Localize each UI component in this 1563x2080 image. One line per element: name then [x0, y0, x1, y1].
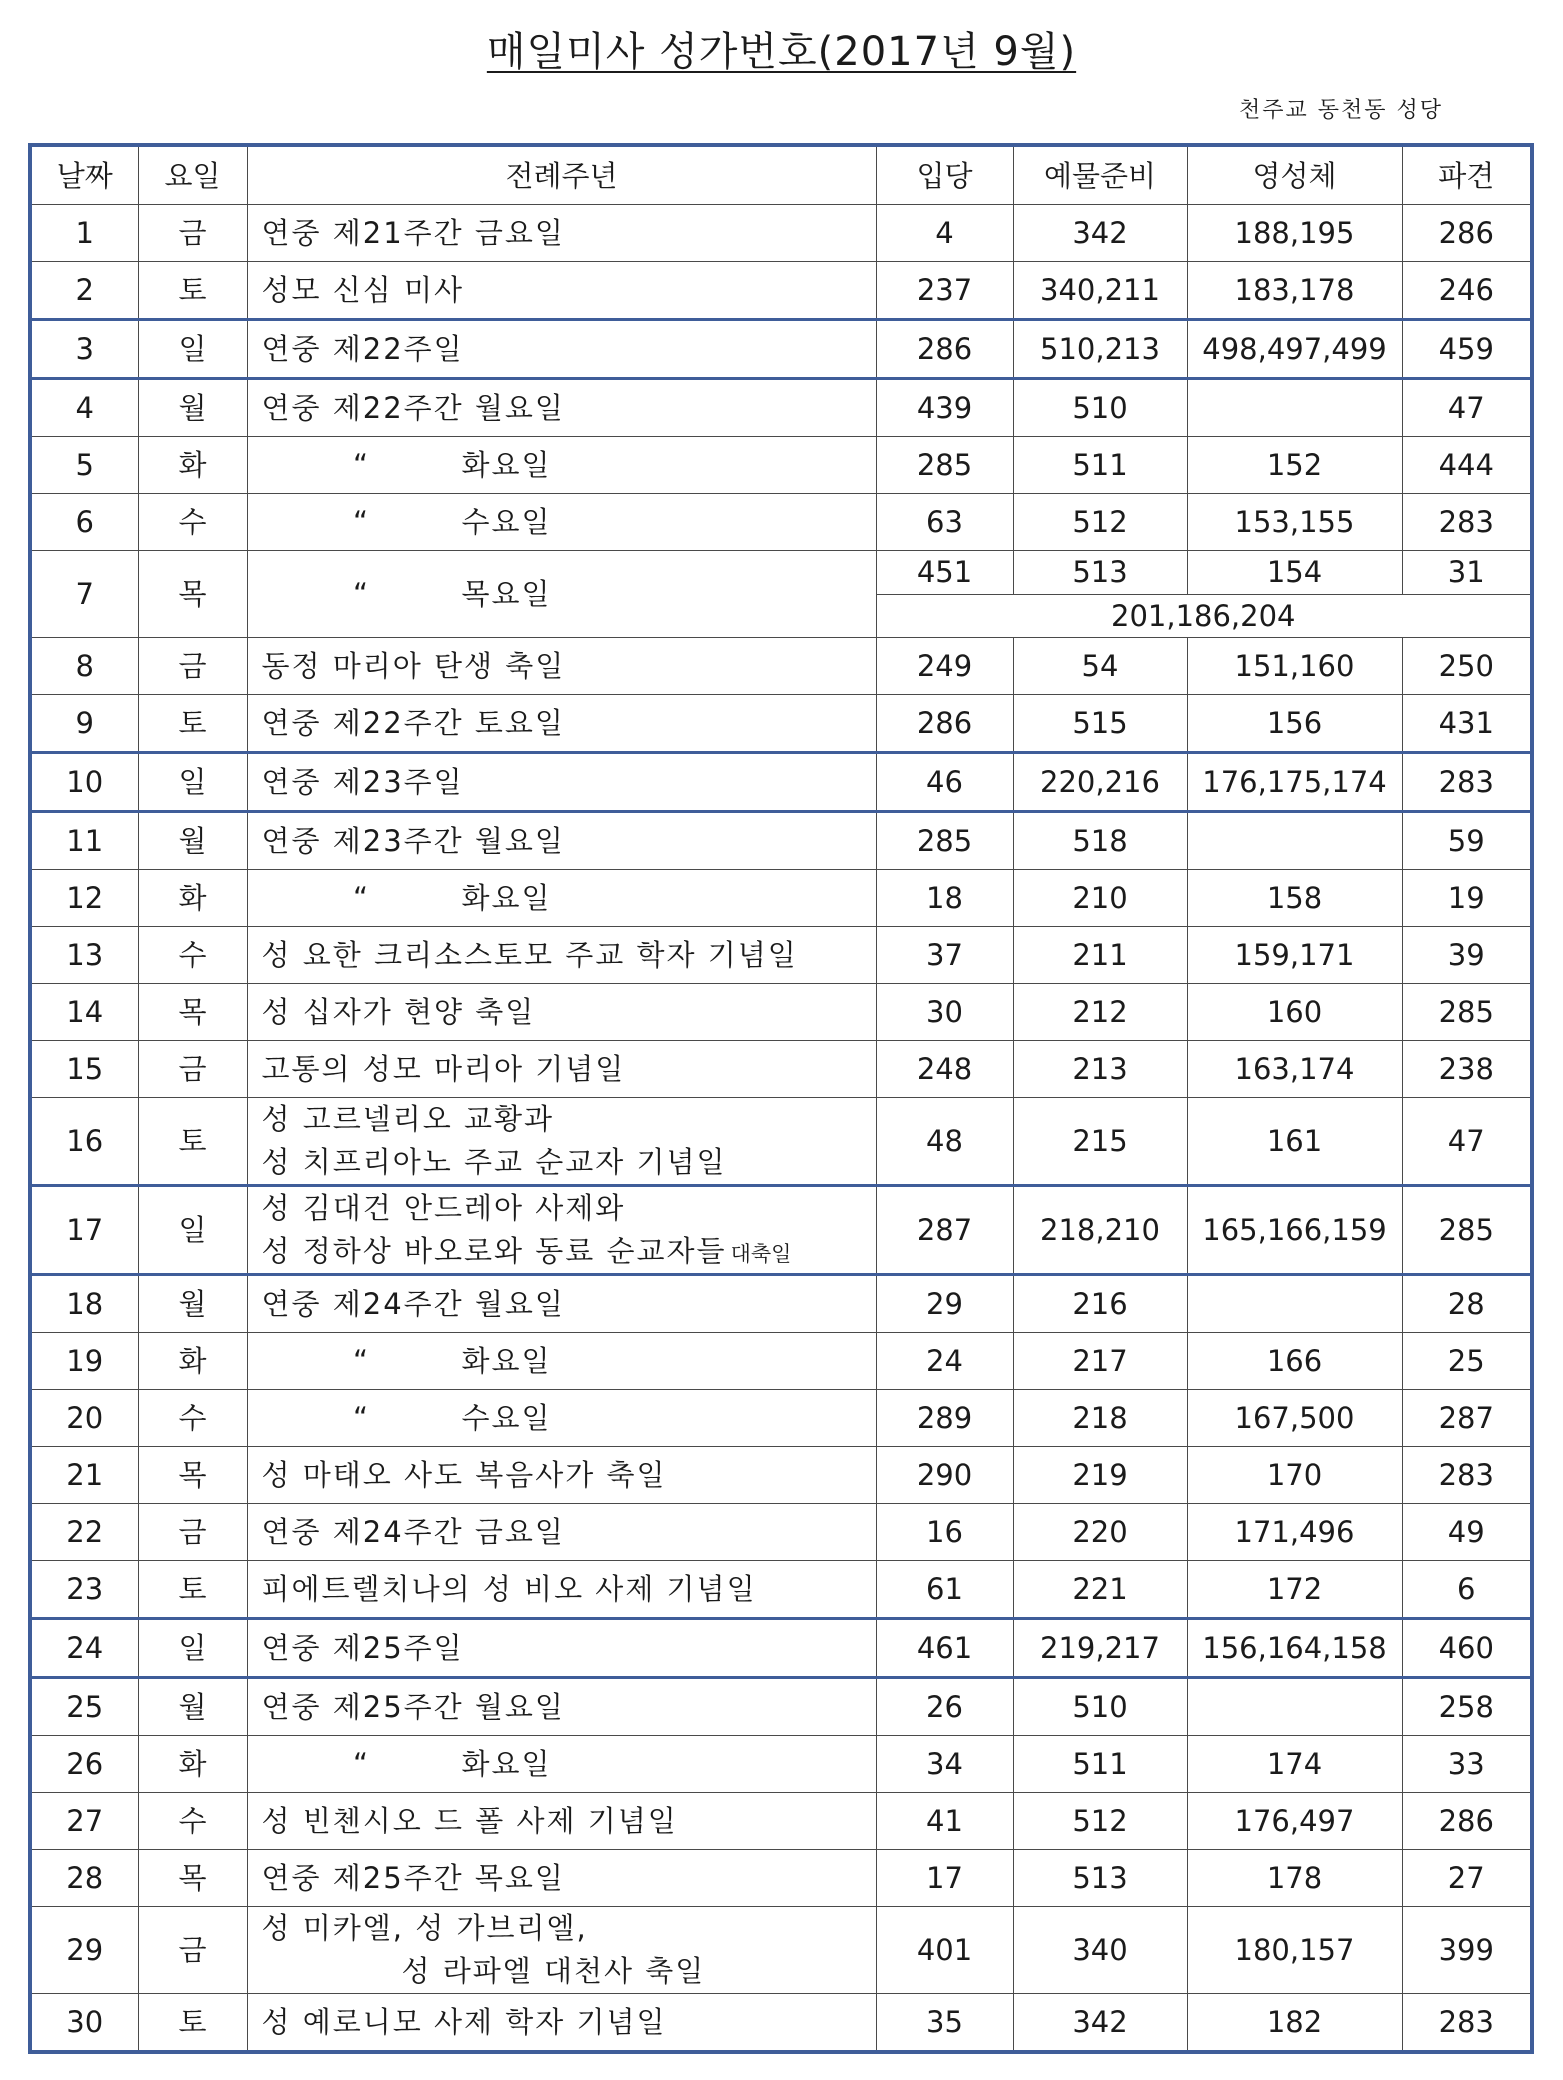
table-row	[30, 1275, 1532, 1333]
cell-entrance: 34	[876, 1736, 1013, 1793]
cell-liturgy	[247, 1333, 876, 1390]
table-row	[30, 1504, 1532, 1561]
cell-communion: 167,500	[1187, 1390, 1402, 1447]
cell-day: 토	[138, 1561, 247, 1619]
cell-liturgy: 성 마태오 사도 복음사가 축일	[247, 1447, 876, 1504]
cell-communion	[1187, 379, 1402, 437]
cell-entrance: 248	[876, 1041, 1013, 1098]
cell-entrance: 30	[876, 984, 1013, 1041]
cell-day: 화	[138, 1333, 247, 1390]
cell-date: 18	[30, 1275, 138, 1333]
cell-sending: 399	[1402, 1907, 1532, 1994]
liturgy-line-2-text: 성 정하상 바오로와 동료 순교자들	[261, 1234, 727, 1268]
cell-liturgy	[247, 1736, 876, 1793]
table-row	[30, 1098, 1532, 1186]
table-row	[30, 695, 1532, 753]
cell-sending: 59	[1402, 812, 1532, 870]
cell-date: 13	[30, 927, 138, 984]
cell-sending: 258	[1402, 1678, 1532, 1736]
cell-day: 목	[138, 1447, 247, 1504]
cell-communion: 176,497	[1187, 1793, 1402, 1850]
cell-offertory: 215	[1013, 1098, 1187, 1186]
cell-entrance: 48	[876, 1098, 1013, 1186]
cell-communion: 156,164,158	[1187, 1619, 1402, 1678]
cell-date: 6	[30, 494, 138, 551]
cell-communion	[1187, 1678, 1402, 1736]
liturgy-line-1: 성 고르넬리오 교황과	[261, 1102, 555, 1136]
cell-day: 목	[138, 984, 247, 1041]
cell-sending: 287	[1402, 1390, 1532, 1447]
cell-entrance: 63	[876, 494, 1013, 551]
cell-liturgy	[247, 551, 876, 638]
cell-offertory: 217	[1013, 1333, 1187, 1390]
table-row	[30, 812, 1532, 870]
table-row	[30, 262, 1532, 320]
table-row	[30, 437, 1532, 494]
table-row	[30, 379, 1532, 437]
cell-offertory: 54	[1013, 638, 1187, 695]
cell-entrance: 37	[876, 927, 1013, 984]
cell-entrance: 16	[876, 1504, 1013, 1561]
cell-day: 수	[138, 927, 247, 984]
cell-entrance: 26	[876, 1678, 1013, 1736]
table-row	[30, 1333, 1532, 1390]
cell-day: 목	[138, 1850, 247, 1907]
cell-date: 22	[30, 1504, 138, 1561]
cell-communion: 163,174	[1187, 1041, 1402, 1098]
cell-sending: 47	[1402, 379, 1532, 437]
cell-communion: 182	[1187, 1994, 1402, 2053]
parish-name: 천주교 동천동 성당	[1238, 98, 1443, 123]
cell-sending: 444	[1402, 437, 1532, 494]
cell-sending: 27	[1402, 1850, 1532, 1907]
cell-liturgy: 동정 마리아 탄생 축일	[247, 638, 876, 695]
cell-date: 1	[30, 205, 138, 262]
cell-entrance: 237	[876, 262, 1013, 320]
cell-date: 28	[30, 1850, 138, 1907]
cell-date: 4	[30, 379, 138, 437]
cell-liturgy: 연중 제23주간 월요일	[247, 812, 876, 870]
table-row	[30, 551, 1532, 595]
cell-day: 목	[138, 551, 247, 638]
cell-day: 화	[138, 870, 247, 927]
liturgy-line-2: 성 라파엘 대천사 축일	[401, 1954, 706, 1988]
ditto-mark: “	[352, 577, 371, 611]
cell-offertory: 213	[1013, 1041, 1187, 1098]
cell-entrance: 285	[876, 437, 1013, 494]
cell-offertory: 340,211	[1013, 262, 1187, 320]
cell-entrance: 290	[876, 1447, 1013, 1504]
ditto-mark: “	[352, 1344, 371, 1378]
cell-date: 27	[30, 1793, 138, 1850]
cell-liturgy	[247, 870, 876, 927]
cell-communion	[1187, 1275, 1402, 1333]
table-row	[30, 1678, 1532, 1736]
col-header-day: 요일	[138, 145, 247, 205]
cell-liturgy: 연중 제24주간 금요일	[247, 1504, 876, 1561]
rank-label: 대축일	[730, 1242, 792, 1266]
cell-offertory: 511	[1013, 437, 1187, 494]
cell-sending: 286	[1402, 1793, 1532, 1850]
cell-sending: 285	[1402, 1186, 1532, 1275]
cell-communion: 156	[1187, 695, 1402, 753]
liturgy-line-1: 성 김대건 안드레아 사제와	[261, 1191, 626, 1225]
cell-liturgy	[247, 1390, 876, 1447]
table-row	[30, 1793, 1532, 1850]
cell-sending: 286	[1402, 205, 1532, 262]
cell-liturgy	[247, 494, 876, 551]
cell-date: 14	[30, 984, 138, 1041]
table-row	[30, 638, 1532, 695]
cell-sending: 250	[1402, 638, 1532, 695]
liturgy-text: 수요일	[461, 505, 552, 539]
cell-offertory: 342	[1013, 1994, 1187, 2053]
cell-communion	[1187, 812, 1402, 870]
cell-offertory: 511	[1013, 1736, 1187, 1793]
cell-offertory: 219,217	[1013, 1619, 1187, 1678]
cell-sending: 283	[1402, 1447, 1532, 1504]
cell-liturgy: 연중 제25주간 월요일	[247, 1678, 876, 1736]
cell-entrance: 461	[876, 1619, 1013, 1678]
cell-day: 토	[138, 262, 247, 320]
col-header-sending: 파견	[1402, 145, 1532, 205]
cell-communion: 178	[1187, 1850, 1402, 1907]
cell-offertory: 218,210	[1013, 1186, 1187, 1275]
cell-offertory: 510	[1013, 379, 1187, 437]
cell-entrance: 24	[876, 1333, 1013, 1390]
ditto-mark: “	[352, 881, 371, 915]
cell-offertory: 221	[1013, 1561, 1187, 1619]
table-row-sunday	[30, 1619, 1532, 1678]
cell-date: 16	[30, 1098, 138, 1186]
cell-offertory: 219	[1013, 1447, 1187, 1504]
cell-liturgy: 성모 신심 미사	[247, 262, 876, 320]
cell-liturgy: 연중 제25주간 목요일	[247, 1850, 876, 1907]
table-row-sunday	[30, 320, 1532, 379]
table-row	[30, 1447, 1532, 1504]
cell-offertory: 216	[1013, 1275, 1187, 1333]
cell-offertory: 210	[1013, 870, 1187, 927]
cell-liturgy: 피에트렐치나의 성 비오 사제 기념일	[247, 1561, 876, 1619]
hymn-table	[28, 143, 1534, 2054]
cell-liturgy: 연중 제22주간 토요일	[247, 695, 876, 753]
table-row	[30, 205, 1532, 262]
cell-communion: 176,175,174	[1187, 753, 1402, 812]
cell-offertory: 515	[1013, 695, 1187, 753]
cell-day: 일	[138, 753, 247, 812]
cell-extra-hymns: 201,186,204	[876, 594, 1532, 638]
cell-date: 11	[30, 812, 138, 870]
cell-sending: 31	[1402, 551, 1532, 595]
cell-communion: 158	[1187, 870, 1402, 927]
col-header-offertory: 예물준비	[1013, 145, 1187, 205]
cell-sending: 6	[1402, 1561, 1532, 1619]
cell-entrance: 46	[876, 753, 1013, 812]
cell-communion: 180,157	[1187, 1907, 1402, 1994]
cell-entrance: 286	[876, 695, 1013, 753]
cell-offertory: 510,213	[1013, 320, 1187, 379]
ditto-mark: “	[352, 448, 371, 482]
cell-communion: 183,178	[1187, 262, 1402, 320]
liturgy-text: 목요일	[461, 577, 552, 611]
cell-date: 3	[30, 320, 138, 379]
cell-date: 21	[30, 1447, 138, 1504]
cell-offertory: 518	[1013, 812, 1187, 870]
cell-offertory: 211	[1013, 927, 1187, 984]
liturgy-text: 화요일	[461, 881, 552, 915]
cell-liturgy: 연중 제25주일	[247, 1619, 876, 1678]
liturgy-text: 화요일	[461, 1344, 552, 1378]
cell-day: 금	[138, 1907, 247, 1994]
cell-date: 9	[30, 695, 138, 753]
cell-offertory: 212	[1013, 984, 1187, 1041]
cell-offertory: 342	[1013, 205, 1187, 262]
cell-liturgy	[247, 1186, 876, 1275]
cell-offertory: 510	[1013, 1678, 1187, 1736]
cell-offertory: 512	[1013, 1793, 1187, 1850]
cell-date: 5	[30, 437, 138, 494]
cell-date: 24	[30, 1619, 138, 1678]
liturgy-text: 화요일	[461, 1747, 552, 1781]
cell-day: 일	[138, 320, 247, 379]
cell-sending: 460	[1402, 1619, 1532, 1678]
table-row	[30, 1561, 1532, 1619]
cell-entrance: 287	[876, 1186, 1013, 1275]
cell-sending: 283	[1402, 494, 1532, 551]
cell-sending: 283	[1402, 1994, 1532, 2053]
liturgy-line-2: 성 치프리아노 주교 순교자 기념일	[261, 1145, 727, 1179]
cell-day: 월	[138, 812, 247, 870]
cell-date: 29	[30, 1907, 138, 1994]
cell-date: 10	[30, 753, 138, 812]
table-row	[30, 927, 1532, 984]
cell-entrance: 18	[876, 870, 1013, 927]
table-row	[30, 1994, 1532, 2053]
cell-date: 26	[30, 1736, 138, 1793]
cell-date: 19	[30, 1333, 138, 1390]
cell-offertory: 513	[1013, 551, 1187, 595]
cell-communion: 160	[1187, 984, 1402, 1041]
cell-sending: 49	[1402, 1504, 1532, 1561]
cell-communion: 171,496	[1187, 1504, 1402, 1561]
cell-sending: 25	[1402, 1333, 1532, 1390]
cell-communion: 165,166,159	[1187, 1186, 1402, 1275]
cell-day: 일	[138, 1619, 247, 1678]
header-row	[30, 145, 1532, 205]
cell-date: 12	[30, 870, 138, 927]
cell-communion: 188,195	[1187, 205, 1402, 262]
ditto-mark: “	[352, 1747, 371, 1781]
cell-date: 17	[30, 1186, 138, 1275]
cell-sending: 19	[1402, 870, 1532, 927]
cell-offertory: 513	[1013, 1850, 1187, 1907]
cell-liturgy	[247, 1098, 876, 1186]
cell-entrance: 35	[876, 1994, 1013, 2053]
table-row	[30, 1041, 1532, 1098]
page-title	[0, 22, 1563, 82]
table-row	[30, 984, 1532, 1041]
col-header-date: 날짜	[30, 145, 138, 205]
cell-day: 일	[138, 1186, 247, 1275]
cell-liturgy: 연중 제21주간 금요일	[247, 205, 876, 262]
cell-entrance: 249	[876, 638, 1013, 695]
cell-date: 7	[30, 551, 138, 638]
cell-liturgy: 연중 제22주간 월요일	[247, 379, 876, 437]
cell-liturgy: 연중 제23주일	[247, 753, 876, 812]
col-header-liturgy: 전례주년	[247, 145, 876, 205]
cell-date: 2	[30, 262, 138, 320]
cell-liturgy: 성 십자가 현양 축일	[247, 984, 876, 1041]
cell-sending: 39	[1402, 927, 1532, 984]
cell-date: 30	[30, 1994, 138, 2053]
table-row-sunday	[30, 1186, 1532, 1275]
cell-communion: 154	[1187, 551, 1402, 595]
cell-day: 화	[138, 437, 247, 494]
cell-day: 수	[138, 494, 247, 551]
cell-liturgy: 연중 제24주간 월요일	[247, 1275, 876, 1333]
cell-communion: 498,497,499	[1187, 320, 1402, 379]
cell-communion: 172	[1187, 1561, 1402, 1619]
cell-day: 월	[138, 379, 247, 437]
cell-communion: 152	[1187, 437, 1402, 494]
cell-offertory: 512	[1013, 494, 1187, 551]
ditto-mark: “	[352, 505, 371, 539]
cell-entrance: 451	[876, 551, 1013, 595]
table-row	[30, 1390, 1532, 1447]
cell-communion: 153,155	[1187, 494, 1402, 551]
table-row	[30, 494, 1532, 551]
cell-entrance: 41	[876, 1793, 1013, 1850]
cell-day: 수	[138, 1390, 247, 1447]
cell-day: 금	[138, 1504, 247, 1561]
liturgy-text: 수요일	[461, 1401, 552, 1435]
cell-day: 금	[138, 205, 247, 262]
cell-entrance: 285	[876, 812, 1013, 870]
cell-entrance: 4	[876, 205, 1013, 262]
cell-offertory: 218	[1013, 1390, 1187, 1447]
cell-entrance: 29	[876, 1275, 1013, 1333]
cell-day: 토	[138, 1994, 247, 2053]
cell-communion: 174	[1187, 1736, 1402, 1793]
cell-day: 토	[138, 1098, 247, 1186]
table-row	[30, 1907, 1532, 1994]
cell-sending: 33	[1402, 1736, 1532, 1793]
cell-offertory: 340	[1013, 1907, 1187, 1994]
cell-liturgy: 고통의 성모 마리아 기념일	[247, 1041, 876, 1098]
cell-sending: 246	[1402, 262, 1532, 320]
cell-date: 25	[30, 1678, 138, 1736]
cell-sending: 285	[1402, 984, 1532, 1041]
cell-sending: 47	[1402, 1098, 1532, 1186]
cell-date: 23	[30, 1561, 138, 1619]
cell-communion: 161	[1187, 1098, 1402, 1186]
cell-day: 월	[138, 1275, 247, 1333]
cell-day: 토	[138, 695, 247, 753]
cell-day: 수	[138, 1793, 247, 1850]
cell-day: 월	[138, 1678, 247, 1736]
cell-communion: 170	[1187, 1447, 1402, 1504]
cell-date: 8	[30, 638, 138, 695]
cell-offertory: 220	[1013, 1504, 1187, 1561]
cell-sending: 283	[1402, 753, 1532, 812]
cell-entrance: 286	[876, 320, 1013, 379]
col-header-communion: 영성체	[1187, 145, 1402, 205]
cell-sending: 431	[1402, 695, 1532, 753]
cell-sending: 459	[1402, 320, 1532, 379]
cell-communion: 151,160	[1187, 638, 1402, 695]
cell-entrance: 61	[876, 1561, 1013, 1619]
cell-entrance: 17	[876, 1850, 1013, 1907]
cell-sending: 238	[1402, 1041, 1532, 1098]
table-row	[30, 1736, 1532, 1793]
cell-liturgy: 연중 제22주일	[247, 320, 876, 379]
liturgy-line-1: 성 미카엘, 성 가브리엘,	[261, 1911, 588, 1945]
cell-entrance: 289	[876, 1390, 1013, 1447]
ditto-mark: “	[352, 1401, 371, 1435]
cell-communion: 166	[1187, 1333, 1402, 1390]
cell-entrance: 439	[876, 379, 1013, 437]
table-row-sunday	[30, 753, 1532, 812]
cell-day: 화	[138, 1736, 247, 1793]
cell-liturgy: 성 예로니모 사제 학자 기념일	[247, 1994, 876, 2053]
cell-communion: 159,171	[1187, 927, 1402, 984]
cell-date: 15	[30, 1041, 138, 1098]
cell-date: 20	[30, 1390, 138, 1447]
table-row	[30, 1850, 1532, 1907]
cell-liturgy	[247, 437, 876, 494]
cell-offertory: 220,216	[1013, 753, 1187, 812]
table-row	[30, 870, 1532, 927]
cell-liturgy: 성 요한 크리소스토모 주교 학자 기념일	[247, 927, 876, 984]
cell-liturgy: 성 빈첸시오 드 폴 사제 기념일	[247, 1793, 876, 1850]
title-text: 매일미사 성가번호(2017년 9월)	[486, 29, 1077, 75]
col-header-entrance: 입당	[876, 145, 1013, 205]
cell-liturgy	[247, 1907, 876, 1994]
cell-day: 금	[138, 638, 247, 695]
cell-entrance: 401	[876, 1907, 1013, 1994]
cell-day: 금	[138, 1041, 247, 1098]
liturgy-text: 화요일	[461, 448, 552, 482]
cell-sending: 28	[1402, 1275, 1532, 1333]
liturgy-line-2	[262, 1230, 876, 1273]
